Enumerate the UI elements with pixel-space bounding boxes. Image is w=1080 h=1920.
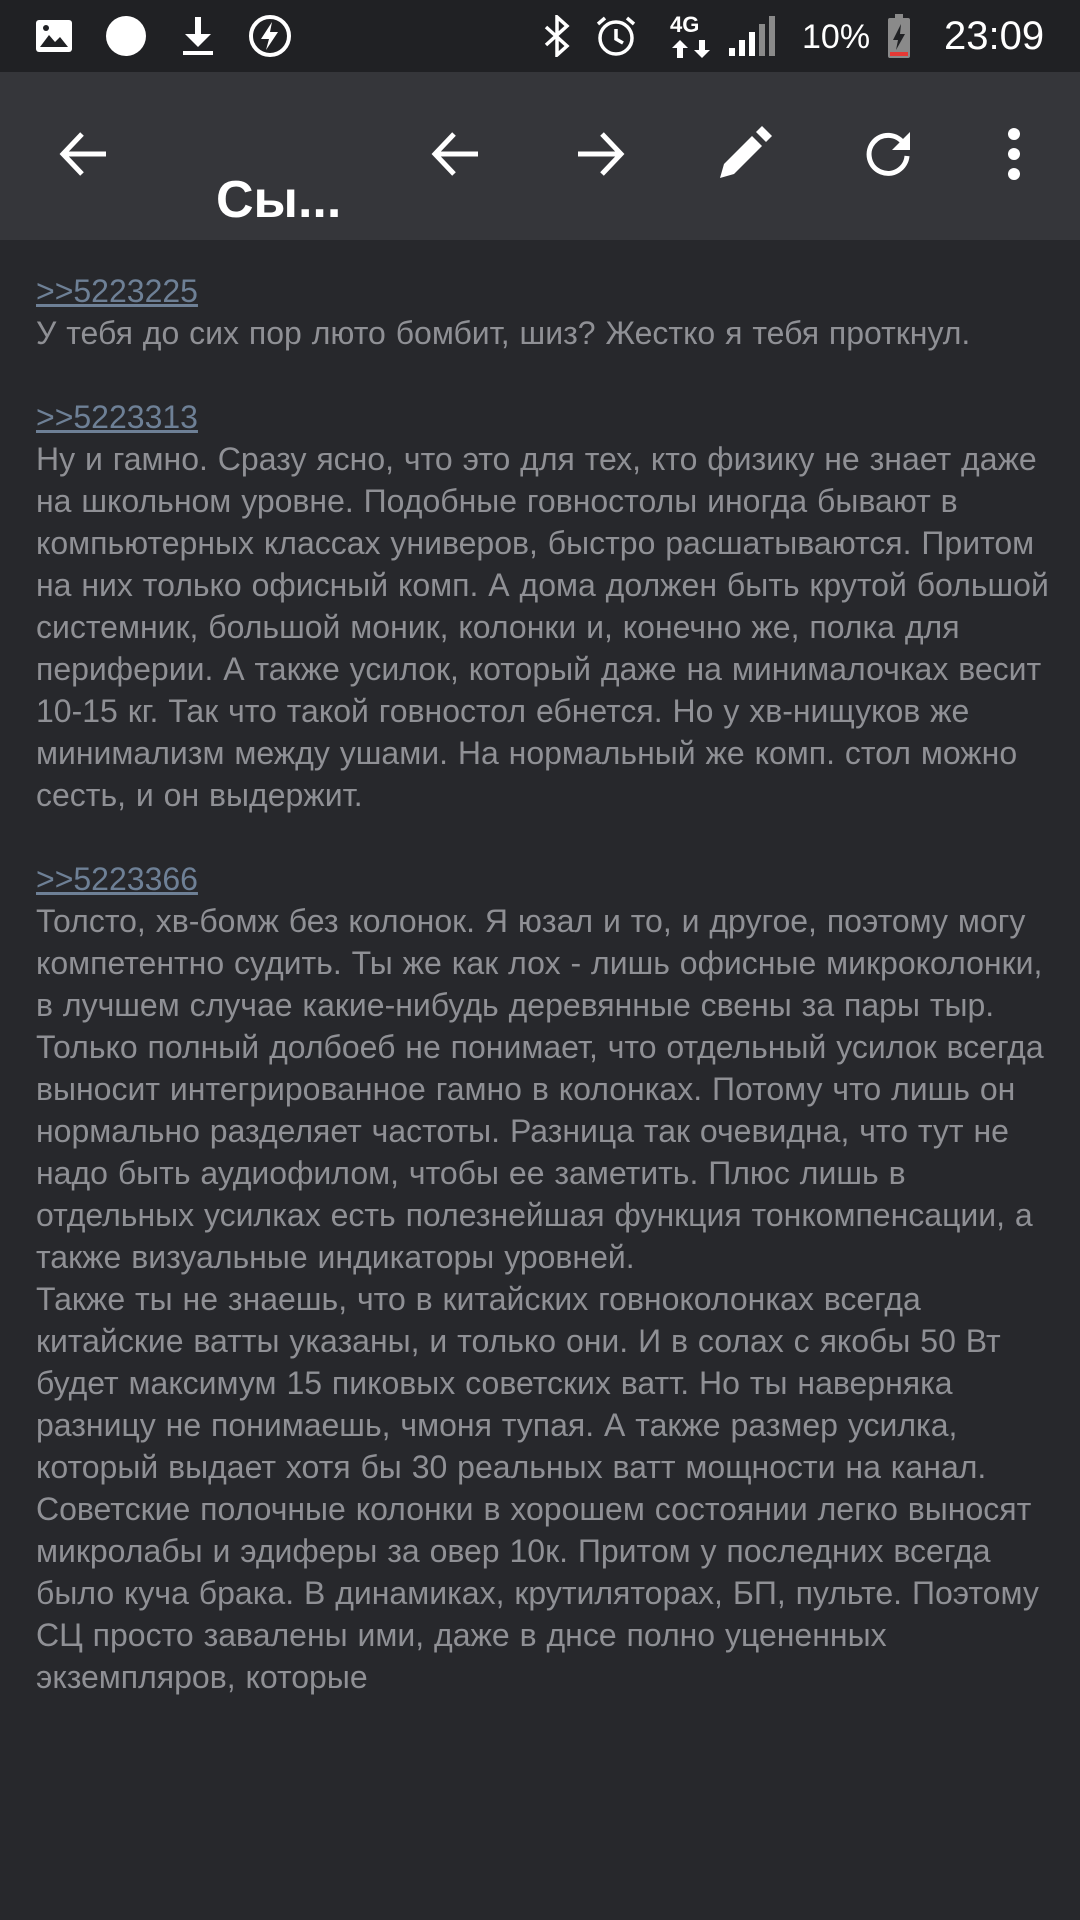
refresh-icon xyxy=(862,128,914,185)
post-text: Также ты не знаешь, что в китайских говноколонках всегда китайские ватты указаны, и только они. И в солах с якобы 50 Вт будет максимум 15 пиковых советских ватт. Но ты наверняка разницу не понимаешь, чмоня тупая. А также размер усилка, который выдает хотя бы 30 реальных ватт мощности на канал. xyxy=(36,1281,1001,1485)
toolbar xyxy=(0,72,1080,240)
refresh-button[interactable] xyxy=(858,126,918,186)
circle-icon xyxy=(104,14,148,58)
battery-percent: 10% xyxy=(802,18,871,56)
edit-button[interactable] xyxy=(714,126,774,186)
reply-link[interactable]: >>5223313 xyxy=(36,399,198,435)
image-icon xyxy=(34,14,74,58)
download-icon xyxy=(178,14,218,58)
network-type: 4G xyxy=(670,12,700,37)
thread-content xyxy=(0,240,1080,1920)
post xyxy=(36,396,1050,816)
reply-link[interactable]: >>5223225 xyxy=(36,273,198,309)
post-text: Ну и гамно. Сразу ясно, что это для тех, кто физику не знает даже на школьном уровне. Подобные говностолы иногда бывают в компьютерных классах универов, быстро расшатываются. Притом на них только офисный комп. А дома должен быть крутой большой системник, большой моник, колонки и, конечно же, полка для периферии. А также усилок, который даже на минималочках весит 10-15 кг. Так что такой говностол ебнется. Но у хв-нищуков же минимализм между ушами. На нормальный же комп. стол можно сесть, и он выдержит. xyxy=(36,441,1049,813)
post xyxy=(36,858,1050,1698)
flash-icon xyxy=(248,14,292,58)
alarm-icon xyxy=(594,14,638,58)
back-icon xyxy=(58,128,110,185)
prev-button[interactable] xyxy=(426,126,486,186)
signal-icon xyxy=(726,14,776,58)
clock: 23:09 xyxy=(944,14,1045,58)
post-text: У тебя до сих пор люто бомбит, шиз? Жестко я тебя проткнул. xyxy=(36,315,971,351)
battery-icon xyxy=(884,14,914,58)
next-button[interactable] xyxy=(570,126,630,186)
bluetooth-icon xyxy=(540,14,574,58)
next-icon xyxy=(574,128,626,185)
reply-link[interactable]: >>5223366 xyxy=(36,861,198,897)
prev-icon xyxy=(430,128,482,185)
post-text: Советские полочные колонки в хорошем состоянии легко выносят микролабы и эдиферы за овер 10к. Притом у последних всегда было куча брака. В динамиках, крутиляторах, БП, пульте. Поэтому СЦ просто завалены ими, даже в днсе полно уцененных экземпляров, которые xyxy=(36,1491,1039,1695)
more-button[interactable] xyxy=(984,126,1044,186)
more-icon xyxy=(1006,128,1022,185)
back-button[interactable] xyxy=(54,126,114,186)
page-title: Сы... xyxy=(216,171,342,229)
edit-icon xyxy=(716,126,772,187)
data-arrows-icon xyxy=(672,40,712,58)
status-bar xyxy=(0,0,1080,72)
post-text: Толсто, хв-бомж без колонок. Я юзал и то, и другое, поэтому могу компетентно судить. Ты же как лох - лишь офисные микроколонки, в лучшем случае какие-нибудь деревянные свены за пары тыр. Только полный долбоеб не понимает, что отдельный усилок всегда выносит интегрированное гамно в колонках. Потому что лишь он нормально разделяет частоты. Разница так очевидна, что тут не надо быть аудиофилом, чтобы ее заметить. Плюс лишь в отдельных усилках есть полезнейшая функция тонкомпенсации, а также визуальные индикаторы уровней. xyxy=(36,903,1044,1275)
post xyxy=(36,270,1050,354)
